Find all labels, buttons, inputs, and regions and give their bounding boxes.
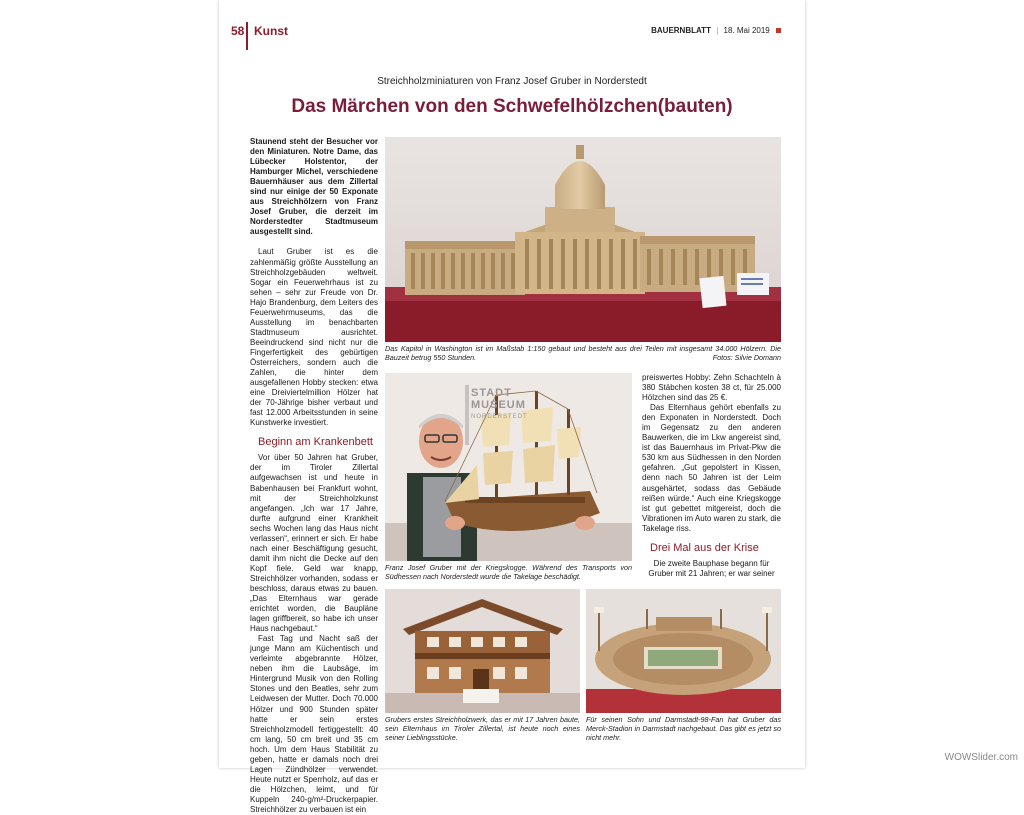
section-heading: Beginn am Krankenbett [258,436,373,449]
stadium-caption: Für seinen Sohn und Darmstadt-98-Fan hat Gruber das Merck-Stadion in Darmstadt nachgebaut. Das gibt es jetzt so nicht mehr. [586,715,781,743]
paragraph: preiswertes Hobby: Zehn Schachteln à 380 Stäbchen kosten 38 ct, für 25.000 Hölzchen sind das 25 €. [642,373,781,403]
magazine-page [219,0,805,814]
header-publication [651,26,781,35]
farmhouse-caption: Grubers erstes Streichholzwerk, das er mit 17 Jahren baute, sein Elternhaus im Tiroler Zillertal, ist heute noch eines seiner Lieblingsstücke. [385,715,580,743]
publication-name: BAUERNBLATT [651,26,711,35]
ship-photo [385,373,632,561]
stadium-photo [586,589,781,713]
museum-logo-title: STADT MUSEUM [471,387,526,411]
paragraph: Vor über 50 Jahren hat Gruber, der im Tiroler Zillertal aufgewachsen ist und heute in Babenhausen bei Frankfurt wohnt, mit der Streichholzkunst angefangen. „Ich war 17 Jahre, durfte aufgrund einer Krankheit sechs Wochen lang das Haus nicht verlassen“, erinnert er sich. Er habe nach einer Beschäftigung gesucht, damit ihm nicht die Decke auf den Kopf fiele. Geld war knapp, Streichhölzer vorhanden, sodass er beschloss, daraus etwas zu bauen. „Das Elternhaus war gerade errichtet worden, die Baupläne lagen griffbereit, so habe ich unser Haus nachgebaut.“ [250,453,378,634]
paragraph: Die zweite Bauphase begann für Gruber mit 21 Jahren; er war seiner [648,558,775,578]
article-subtitle: Streichholzminiaturen von Franz Josef Gruber in Norderstedt [377,76,647,87]
section-heading: Drei Mal aus der Krise [650,541,759,554]
article-lead: Staunend steht der Besucher vor den Miniaturen. Notre Dame, das Lübecker Holstentor, der Hamburger Michel, verschiedene Bauernhäuser aus dem Zillertal sind nur einige der 50 Exponate aus Streichhölzern von Franz Josef Gruber, die derzeit im Norderstedter Stadtmuseum ausgestellt sind. [250,137,378,237]
farmhouse-photo [385,589,580,713]
article-title: Das Märchen von den Schwefelhölzchen(bauten) [291,96,733,117]
watermark[interactable]: WOWSlider.com [944,752,1018,763]
museum-logo-subtitle: NORDERSTEDT [471,414,528,420]
capitol-photo [385,137,781,342]
header-divider [246,22,248,50]
paragraph: Laut Gruber ist es die zahlenmäßig größte Ausstellung an Streichholzgebäuden weltweit. Sogar ein Feuerwehrhaus ist zu sehen – sehr zur Freude von Dr. Hajo Brandenburg, dem Leiters des Feuerwehrmuseums, das die Ausstellung im benachbarten Stadtmuseum ausrichtet. Beeindruckend sind nicht nur die Fingerfertigkeit des gebürtigen Österreichers, sondern auch die Zahlen, die hinter dem ausgefallenen Hobby stecken: etwa eine Dreiviertelmillion Hölzer hat der 70-Jährige bisher verbaut und fast 12.000 Arbeitsstunden in seine Kunstwerke investiert. [250,247,378,428]
paragraph: Das Elternhaus gehört ebenfalls zu den Exponaten in Norderstedt. Doch im Gegensatz zu den anderen Bauwerken, die im Lkw angereist sind, ist das Bauernhaus im Privat-Pkw die 530 km aus Südhessen in den Norden gefahren. „Gut gepolstert in Kissen, denn nach 50 Jahren ist der Leim ausgehärtet, sodass das Gebäude reißen würde.“ Auch eine Kriegskogge ist gut gebettet mitgereist, doch die Vibrationen im Auto waren zu stark, die Takelage riss. [642,403,781,533]
page-number: 58 [231,24,245,38]
museum-logo [471,387,551,423]
paragraph: Fast Tag und Nacht saß der junge Mann am Küchentisch und verleimte abgebrannte Hölzer, neben ihm die Laubsäge, im Hintergrund Musik von den Rolling Stones und den Beatles, sehr zum Leidwesen der Mutter. Doch 70.000 Hölzer und 900 Stunden später hatte er sein erstes Streichholzmodell fertiggestellt: 40 cm lang, 50 cm breit und 35 cm hoch. Um dem Haus Stabilität zu geben, hatte er damals noch drei Lagen Zündhölzer verwendet. Heute nutzt er Sperrholz, auf das er die Hölzchen, leimt, und für Kuppeln 240-g/m²-Druckerpapier. Streichhölzer zu verbauen ist ein [250,634,378,814]
capitol-caption: Das Kapitol in Washington ist im Maßstab 1:150 gebaut und besteht aus drei Teilen mit insgesamt 34.000 Hölzern. Die Bauzeit betrug 550 Stunden. [385,344,781,363]
header-separator: | [716,26,719,35]
issue-date: 18. Mai 2019 [723,26,770,35]
header-square-icon [776,28,781,33]
section-label: Kunst [254,24,288,38]
photo-credit: Fotos: Silvie Domann [712,353,781,362]
text-column-right [642,373,781,583]
text-column-left [250,137,378,814]
ship-caption: Franz Josef Gruber mit der Kriegskogge. Während des Transports von Südhessen nach Norderstedt wurde die Takelage beschädigt. [385,563,632,582]
